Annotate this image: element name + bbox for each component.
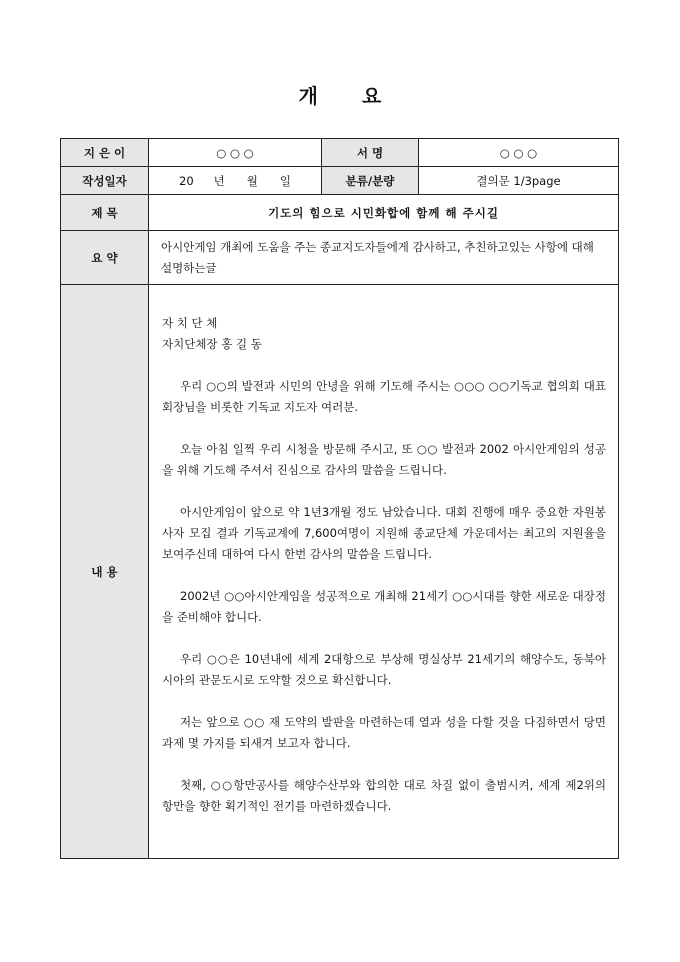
category-label: 분류/분량 bbox=[322, 167, 419, 195]
summary-form-table bbox=[60, 138, 619, 859]
date-day-unit: 일 bbox=[279, 173, 291, 188]
author-value: ○ ○ ○ bbox=[149, 139, 322, 167]
author-label: 지 은 이 bbox=[61, 139, 149, 167]
date-year: 20 bbox=[179, 173, 194, 188]
author-row bbox=[61, 139, 619, 167]
summary-row bbox=[61, 231, 619, 285]
summary-label: 요 약 bbox=[61, 231, 149, 285]
category-value: 결의문 1/3page bbox=[419, 167, 619, 195]
date-label: 작성일자 bbox=[61, 167, 149, 195]
paragraph-5: 우리 ○○은 10년내에 세계 2대항으로 부상해 명실상부 21세기의 해양수도, 동북아시아의 관문도시로 도약할 것으로 확신합니다. bbox=[162, 652, 606, 687]
signature-label: 서 명 bbox=[322, 139, 419, 167]
signature-value: ○ ○ ○ bbox=[419, 139, 619, 167]
content-row bbox=[61, 285, 619, 859]
subject-label: 제 목 bbox=[61, 195, 149, 231]
date-value bbox=[149, 167, 322, 195]
title-char-2: 요 bbox=[362, 84, 382, 108]
paragraph-2: 오늘 아침 일찍 우리 시청을 방문해 주시고, 또 ○○ 발전과 2002 아시안게임의 성공을 위해 기도해 주셔서 진심으로 감사의 말씀을 드립니다. bbox=[162, 442, 606, 477]
paragraph-4: 2002년 ○○아시안게임을 성공적으로 개최해 21세기 ○○시대를 향한 새로운 대장정을 준비해야 합니다. bbox=[162, 589, 606, 624]
addressee-line-1: 자 치 단 체 bbox=[162, 316, 218, 330]
page-title bbox=[0, 80, 680, 109]
title-char-1: 개 bbox=[298, 84, 318, 108]
paragraph-1: 우리 ○○의 발전과 시민의 안녕을 위해 기도해 주시는 ○○○ ○○기독교 협의회 대표 회장님을 비롯한 기독교 지도자 여러분. bbox=[162, 379, 606, 414]
date-month-unit: 월 bbox=[246, 173, 258, 188]
content-body bbox=[149, 285, 619, 859]
paragraph-3: 아시안게임이 앞으로 약 1년3개월 정도 남았습니다. 대회 진행에 매우 중요한 자원봉사자 모집 결과 기독교계에 7,600여명이 지원해 종교단체 가운데서는 최고의 지원율을 보여주신데 대하여 다시 한번 감사의 말씀을 드립니다. bbox=[162, 505, 606, 561]
date-row bbox=[61, 167, 619, 195]
paragraph-6: 저는 앞으로 ○○ 재 도약의 발판을 마련하는데 열과 성을 다할 것을 다짐하면서 당면과제 몇 가지를 되새겨 보고자 합니다. bbox=[162, 715, 606, 750]
summary-value: 아시안게임 개최에 도움을 주는 종교지도자들에게 감사하고, 추친하고있는 사항에 대해 설명하는글 bbox=[149, 231, 619, 285]
addressee-line-2: 자치단체장 홍 길 동 bbox=[162, 337, 262, 351]
date-year-unit: 년 bbox=[213, 173, 225, 188]
subject-value: 기도의 힘으로 시민화합에 함께 해 주시길 bbox=[149, 195, 619, 231]
content-label: 내 용 bbox=[61, 285, 149, 859]
subject-row bbox=[61, 195, 619, 231]
paragraph-7: 첫째, ○○항만공사를 해양수산부와 합의한 대로 차질 없이 출범시켜, 세계 제2위의 항만을 향한 획기적인 전기를 마련하겠습니다. bbox=[162, 778, 606, 813]
addressee bbox=[162, 313, 606, 355]
